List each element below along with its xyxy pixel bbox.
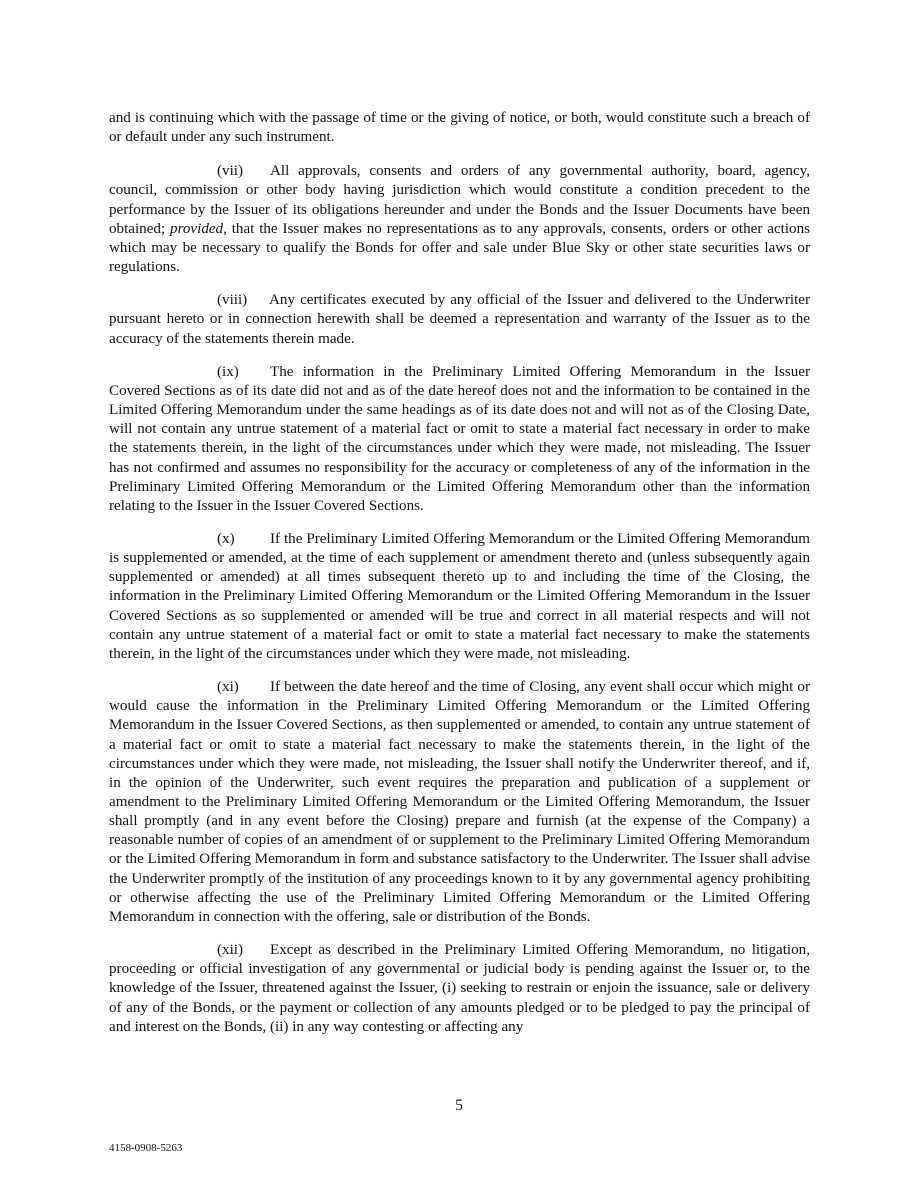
page-number: 5 bbox=[455, 1097, 463, 1114]
paragraph-text: The information in the Preliminary Limited Offering Memorandum in the Issuer Covered Sections as of its date did not and as of the date hereof does not and the information to be contained in the Limited Offering Memorandum under the same headings as of its date does not and will not as of the Closing Date, will not contain any untrue statement of a material fact or omit to state a material fact necessary in order to make the statements therein, in the light of the circumstances under which they were made, not misleading. The Issuer has not confirmed and assumes no responsibility for the accuracy or completeness of any of the information in the Preliminary Limited Offering Memorandum or the Limited Offering Memorandum other than the information relating to the Issuer in the Issuer Covered Sections. bbox=[109, 363, 810, 514]
document-body bbox=[109, 109, 810, 1051]
paragraph-text: Except as described in the Preliminary Limited Offering Memorandum, no litigation, proceeding or official investigation of any governmental or judicial body is pending against the Issuer or, to the knowledge of the Issuer, threatened against the Issuer, (i) seeking to restrain or enjoin the issuance, sale or delivery of any of the Bonds, or the payment or collection of any amounts pledged or to be pledged to pay the principal of and interest on the Bonds, (ii) in any way contesting or affecting any bbox=[109, 942, 810, 1035]
paragraph-number: (ix) bbox=[217, 363, 239, 380]
paragraph-ix bbox=[109, 363, 810, 516]
paragraph-number: (xi) bbox=[217, 679, 239, 696]
paragraph-number: (vii) bbox=[217, 163, 243, 180]
italic-term: provided bbox=[170, 220, 224, 237]
paragraph-text: Any certificates executed by any official of the Issuer and delivered to the Underwriter pursuant hereto or in connection herewith shall be deemed a representation and warranty of the Issuer as to the accuracy of the statements therein made. bbox=[109, 292, 810, 347]
paragraph-text: All approvals, consents and orders of any governmental authority, board, agency, council, commission or other body having jurisdiction which would constitute a condition precedent to the performance by the Issuer of its obligations hereunder and under the Bonds and the Issuer Documents have been obtained; bbox=[109, 163, 810, 237]
paragraph-text: If between the date hereof and the time of Closing, any event shall occur which might or would cause the information in the Preliminary Limited Offering Memorandum or the Limited Offering Memorandum in the Issuer Covered Sections, as then supplemented or amended, to contain any untrue statement of a material fact or omit to state a material fact necessary to make the statements therein, in the light of the circumstances under which they were made, not misleading, the Issuer shall notify the Underwriter thereof, and if, in the opinion of the Underwriter, such event requires the preparation and publication of a supplement or amendment to the Preliminary Limited Offering Memorandum or the Limited Offering Memorandum, the Issuer shall promptly (and in any event before the Closing) prepare and furnish (at the expense of the Company) a reasonable number of copies of an amendment of or supplement to the Preliminary Limited Offering Memorandum or the Limited Offering Memorandum in form and substance satisfactory to the Underwriter. The Issuer shall advise the Underwriter promptly of the institution of any proceedings known to it by any governmental agency prohibiting or otherwise affecting the use of the Preliminary Limited Offering Memorandum or the Limited Offering Memorandum in connection with the offering, sale or distribution of the Bonds. bbox=[109, 679, 810, 925]
paragraph-text: If the Preliminary Limited Offering Memorandum or the Limited Offering Memorandum is supplemented or amended, at the time of each supplement or amendment thereto and (unless subsequently again supplemented or amended) at all times subsequent thereto up to and including the time of the Closing, the information in the Preliminary Limited Offering Memorandum or the Limited Offering Memorandum in the Issuer Covered Sections as so supplemented or amended will be true and correct in all material respects and will not contain any untrue statement of a material fact or omit to state a material fact necessary to make the statements therein, in the light of the circumstances under which they were made, not misleading. bbox=[109, 530, 810, 662]
paragraph-vii bbox=[109, 162, 810, 277]
paragraph-viii bbox=[109, 291, 810, 348]
paragraph-text: , that the Issuer makes no representations as to any approvals, consents, orders or other actions which may be necessary to qualify the Bonds for offer and sale under Blue Sky or other state securities laws or regulations. bbox=[109, 220, 810, 276]
paragraph-number: (viii) bbox=[217, 292, 248, 309]
paragraph-xii bbox=[109, 941, 810, 1037]
paragraph-continuation: and is continuing which with the passage of time or the giving of notice, or both, would constitute such a breach of or default under any such instrument. bbox=[109, 110, 810, 146]
document-id: 4158-0908-5263 bbox=[109, 1142, 183, 1154]
paragraph-number: (xii) bbox=[217, 942, 243, 959]
paragraph-xi bbox=[109, 678, 810, 927]
paragraph-number: (x) bbox=[217, 530, 235, 547]
paragraph-x bbox=[109, 530, 810, 664]
